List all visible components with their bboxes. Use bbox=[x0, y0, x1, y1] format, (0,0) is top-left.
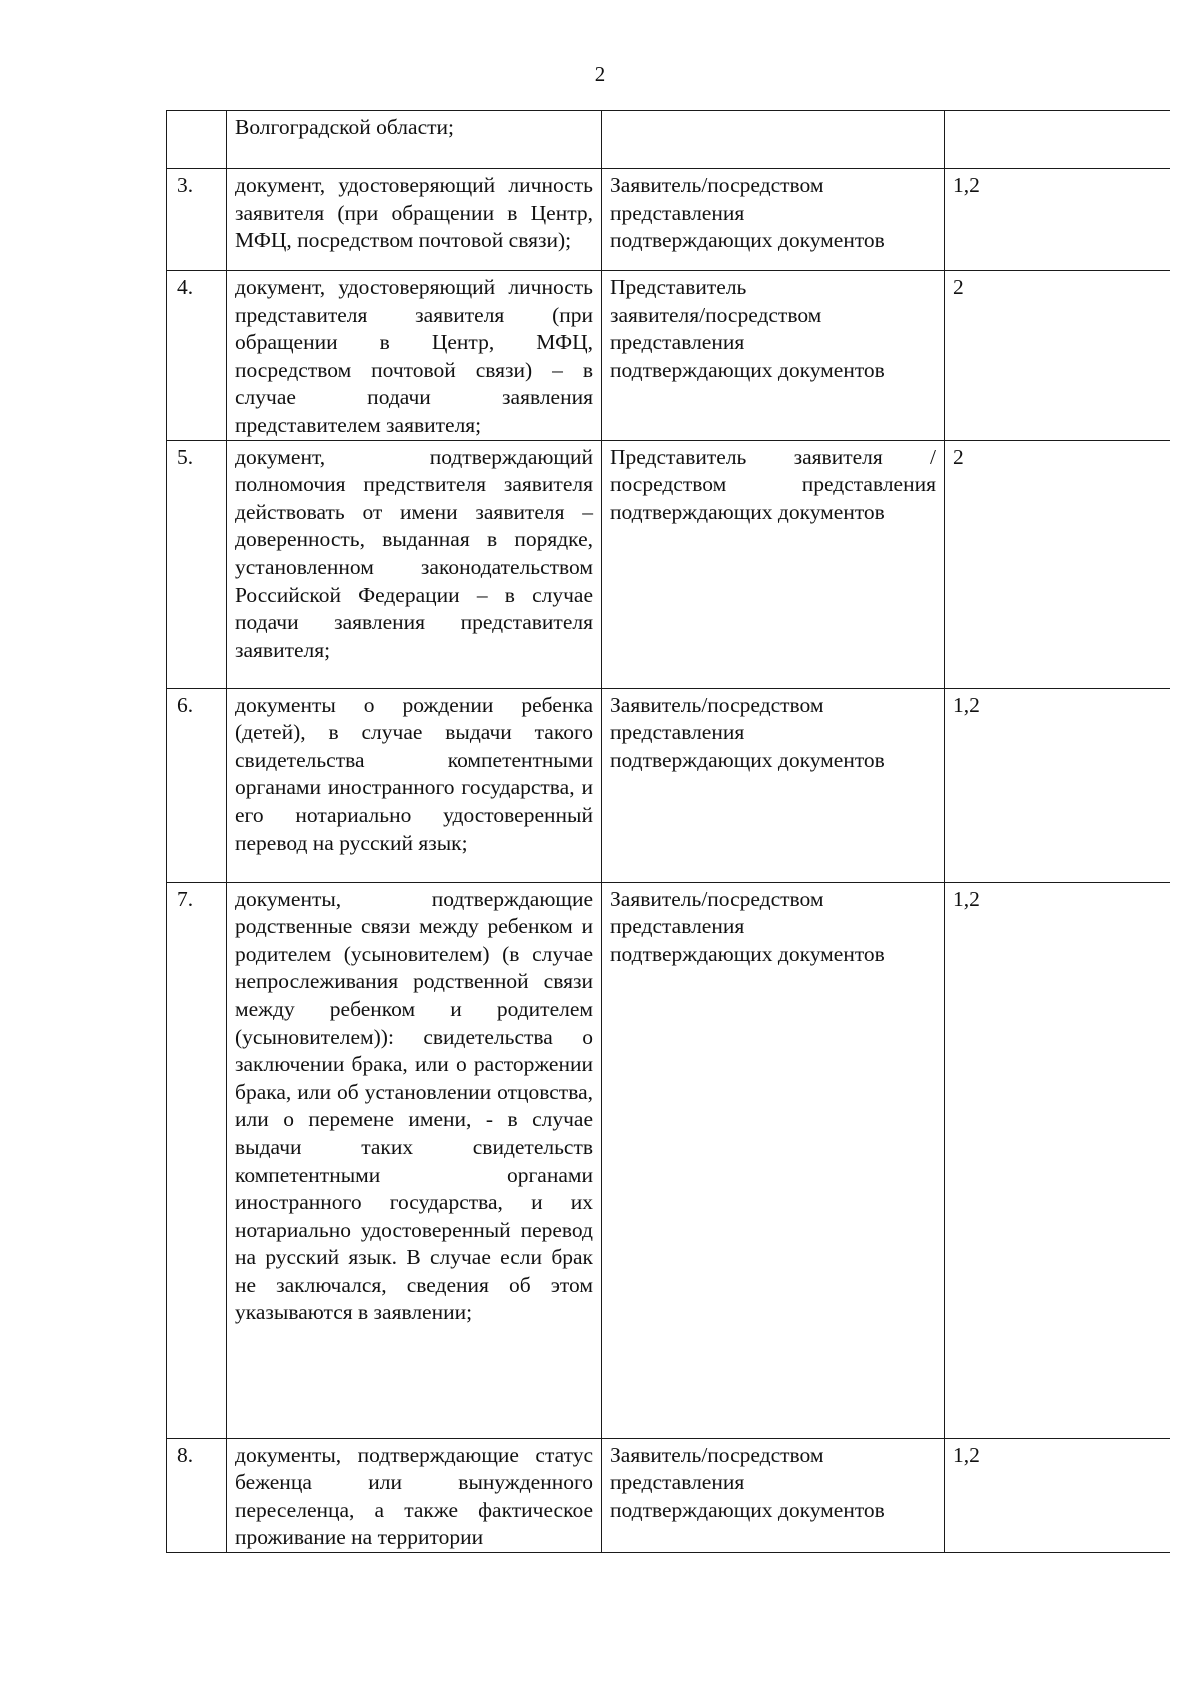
row-number: 8. bbox=[167, 1438, 227, 1552]
document-source: Заявитель/посредством представления подтверждающих документов bbox=[602, 688, 945, 882]
table-row bbox=[167, 440, 1171, 688]
documents-table bbox=[166, 110, 1170, 1553]
table-row bbox=[167, 1438, 1171, 1552]
document-description: документы о рождении ребенка (детей), в случае выдачи такого свидетельства компетентными органами иностранного государства, и его нотариально удостоверенный перевод на русский язык; bbox=[227, 688, 602, 882]
document-source bbox=[602, 111, 945, 169]
table-row bbox=[167, 111, 1171, 169]
document-code: 1,2 bbox=[945, 688, 1171, 882]
document-description: документ, удостоверяющий личность заявителя (при обращении в Центр, МФЦ, посредством почтовой связи); bbox=[227, 169, 602, 271]
document-description: документы, подтверждающие родственные связи между ребенком и родителем (усыновителем) (в случае непрослеживания родственной связи между ребенком и родителем (усыновителем)): свидетельства о заключении брака, или о расторжении брака, или об установлении отцовства, или о перемене имени, - в случае выдачи таких свидетельств компетентными органами иностранного государства, и их нотариально удостоверенный перевод на русский язык. В случае если брак не заключался, сведения об этом указываются в заявлении; bbox=[227, 882, 602, 1438]
row-number: 7. bbox=[167, 882, 227, 1438]
document-source: Заявитель/посредством представления подтверждающих документов bbox=[602, 882, 945, 1438]
row-number: 5. bbox=[167, 440, 227, 688]
document-code: 2 bbox=[945, 440, 1171, 688]
document-description: документ, подтверждающий полномочия предствителя заявителя действовать от имени заявителя – доверенность, выданная в порядке, установленном законодательством Российской Федерации – в случае подачи заявления представителя заявителя; bbox=[227, 440, 602, 688]
row-number: 4. bbox=[167, 271, 227, 441]
document-description: документы, подтверждающие статус беженца или вынужденного переселенца, а также фактическое проживание на территории bbox=[227, 1438, 602, 1552]
document-description: документ, удостоверяющий личность представителя заявителя (при обращении в Центр, МФЦ, посредством почтовой связи) – в случае подачи заявления представителем заявителя; bbox=[227, 271, 602, 441]
row-number bbox=[167, 111, 227, 169]
row-number: 3. bbox=[167, 169, 227, 271]
document-code bbox=[945, 111, 1171, 169]
table-row bbox=[167, 688, 1171, 882]
table-row bbox=[167, 169, 1171, 271]
document-code: 1,2 bbox=[945, 169, 1171, 271]
table-row bbox=[167, 271, 1171, 441]
document-source: Заявитель/посредством представления подтверждающих документов bbox=[602, 1438, 945, 1552]
document-source: Заявитель/посредством представления подтверждающих документов bbox=[602, 169, 945, 271]
document-source: Представитель заявителя/посредством представления подтверждающих документов bbox=[602, 271, 945, 441]
document-description: Волгоградской области; bbox=[227, 111, 602, 169]
table-row bbox=[167, 882, 1171, 1438]
document-code: 2 bbox=[945, 271, 1171, 441]
document-code: 1,2 bbox=[945, 1438, 1171, 1552]
page-number: 2 bbox=[594, 62, 606, 86]
document-code: 1,2 bbox=[945, 882, 1171, 1438]
row-number: 6. bbox=[167, 688, 227, 882]
document-source: Представитель заявителя /посредством представления подтверждающих документов bbox=[602, 440, 945, 688]
